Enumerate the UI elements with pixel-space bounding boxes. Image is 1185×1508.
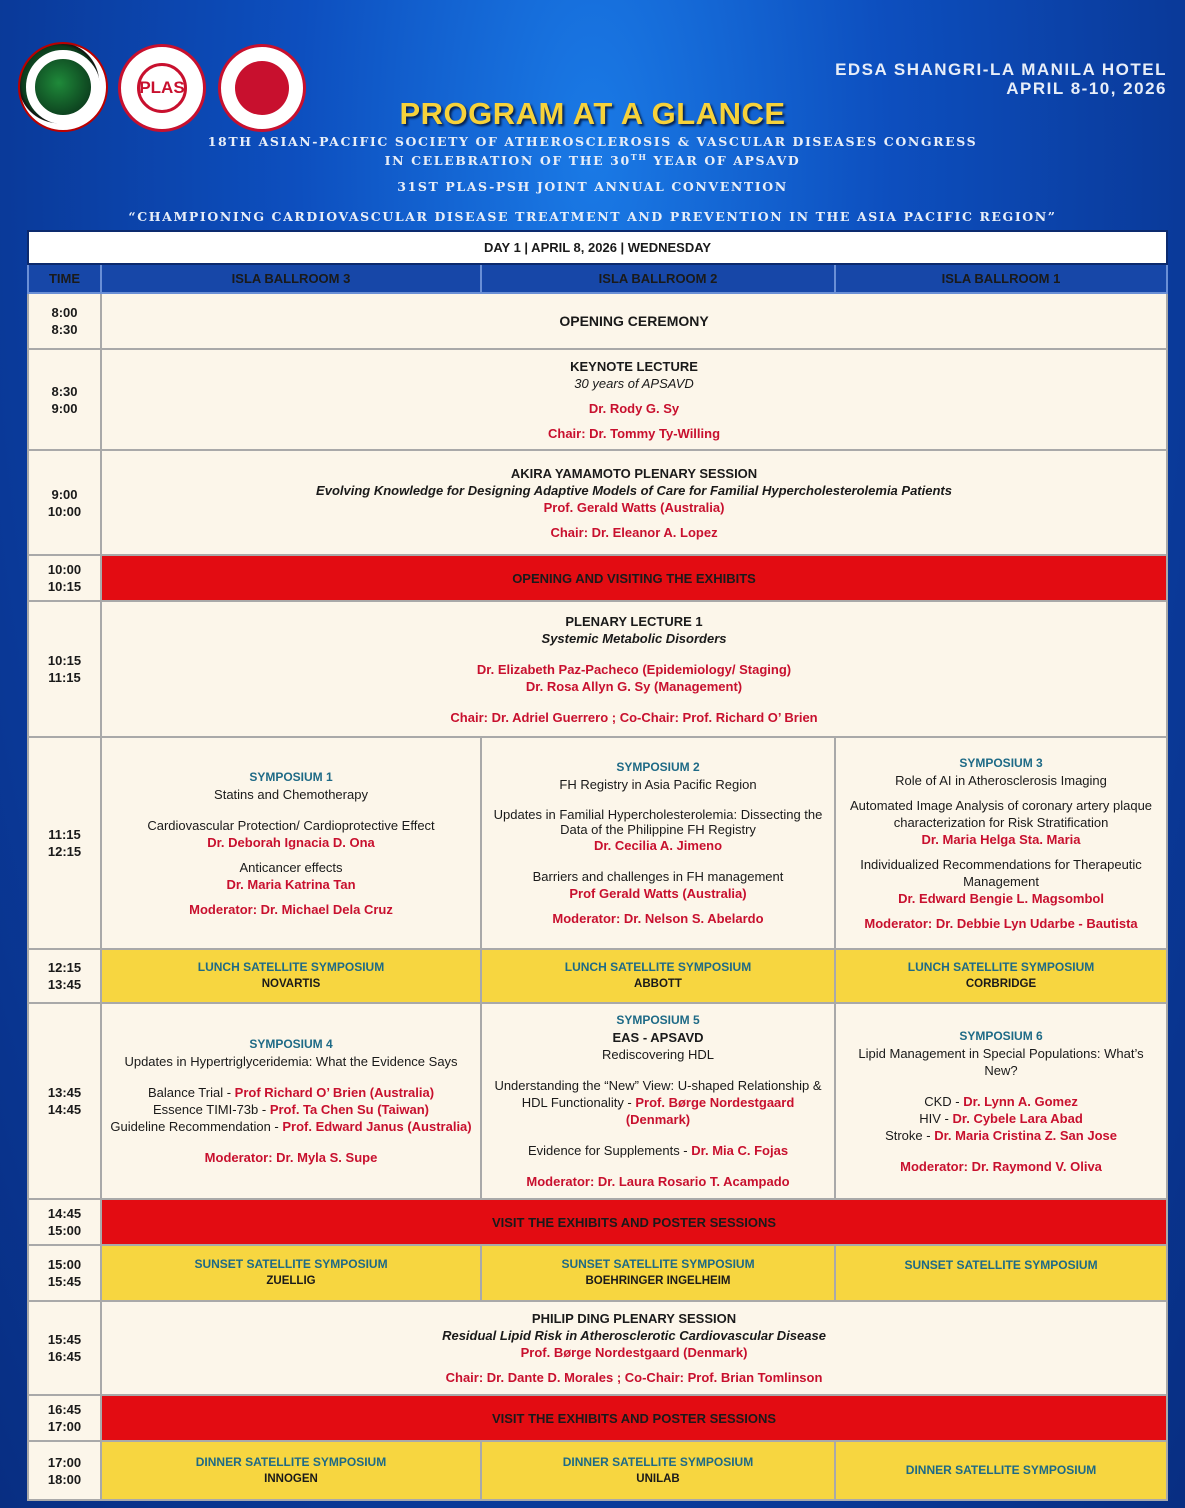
table-row xyxy=(28,1395,1167,1441)
exhibits-poster-break-2: VISIT THE EXHIBITS AND POSTER SESSIONS xyxy=(101,1395,1167,1441)
day-header: DAY 1 | APRIL 8, 2026 | WEDNESDAY xyxy=(28,231,1167,264)
table-row xyxy=(28,450,1167,555)
schedule-table xyxy=(27,230,1168,1501)
lunch-satellite-corbridge: LUNCH SATELLITE SYMPOSIUM CORBRIDGE xyxy=(835,949,1167,1003)
exhibits-break: OPENING AND VISITING THE EXHIBITS xyxy=(101,555,1167,601)
yamamoto-plenary: AKIRA YAMAMOTO PLENARY SESSION Evolving Knowledge for Designing Adaptive Models of Care for Familial Hypercholesterolemia Patients Prof. Gerald Watts (Australia) Chair: Dr. Eleanor A. Lopez xyxy=(101,450,1167,555)
venue-block xyxy=(835,60,1167,98)
symposium-4: SYMPOSIUM 4 Updates in Hypertriglyceridemia: What the Evidence Says Balance Trial - Prof Richard O’ Brien (Australia) Essence TIMI-73b - Prof. Ta Chen Su (Taiwan) Guideline Recommendation - Prof. Edward Janus (Australia) Moderator: Dr. Myla S. Supe xyxy=(101,1003,481,1199)
exhibits-poster-break: VISIT THE EXHIBITS AND POSTER SESSIONS xyxy=(101,1199,1167,1245)
theme-subtitle: “CHAMPIONING CARDIOVASCULAR DISEASE TREATMENT AND PREVENTION IN THE ASIA PACIFIC REGION” xyxy=(128,209,1057,224)
symposium-2: SYMPOSIUM 2 FH Registry in Asia Pacific Region Updates in Familial Hypercholesterolemia: Dissecting the Data of the Philippine FH Registry Dr. Cecilia A. Jimeno Barriers and challenges in FH management Prof Gerald Watts (Australia) Moderator: Dr. Nelson S. Abelardo xyxy=(481,737,835,949)
plas-logo: PLAS xyxy=(118,44,206,132)
col-header-time: TIME xyxy=(28,264,101,293)
table-row xyxy=(28,1199,1167,1245)
col-header-isla-1: ISLA BALLROOM 1 xyxy=(835,264,1167,293)
time-cell: 14:45 15:00 xyxy=(28,1199,101,1245)
keynote-lecture: KEYNOTE LECTURE 30 years of APSAVD Dr. Rody G. Sy Chair: Dr. Tommy Ty-Willing xyxy=(101,349,1167,450)
time-cell: 13:45 14:45 xyxy=(28,1003,101,1199)
time-cell: 12:15 13:45 xyxy=(28,949,101,1003)
congress-subtitle: 18TH ASIAN-PACIFIC SOCIETY OF ATHEROSCLEROSIS & VASCULAR DISEASES CONGRESS xyxy=(207,134,978,149)
dinner-satellite-3: DINNER SATELLITE SYMPOSIUM xyxy=(835,1441,1167,1500)
col-header-isla-2: ISLA BALLROOM 2 xyxy=(481,264,835,293)
time-cell: 10:00 10:15 xyxy=(28,555,101,601)
time-cell: 15:00 15:45 xyxy=(28,1245,101,1301)
time-cell: 15:45 16:45 xyxy=(28,1301,101,1395)
plenary-lecture-1: PLENARY LECTURE 1 Systemic Metabolic Disorders Dr. Elizabeth Paz-Pacheco (Epidemiology/ Staging) Dr. Rosa Allyn G. Sy (Management) Chair: Dr. Adriel Guerrero ; Co-Chair: Prof. Richard O’ Brien xyxy=(101,601,1167,737)
table-row xyxy=(28,293,1167,349)
table-row xyxy=(28,1245,1167,1301)
event-dates: APRIL 8-10, 2026 xyxy=(1006,79,1167,98)
dinner-satellite-unilab: DINNER SATELLITE SYMPOSIUM UNILAB xyxy=(481,1441,835,1500)
table-row xyxy=(28,1441,1167,1500)
time-cell: 16:45 17:00 xyxy=(28,1395,101,1441)
symposium-1: SYMPOSIUM 1 Statins and Chemotherapy Cardiovascular Protection/ Cardioprotective Effect Dr. Deborah Ignacia D. Ona Anticancer effects Dr. Maria Katrina Tan Moderator: Dr. Michael Dela Cruz xyxy=(101,737,481,949)
celebration-subtitle: IN CELEBRATION OF THE 30TH YEAR OF APSAVD xyxy=(384,152,801,169)
table-row xyxy=(28,555,1167,601)
symposium-6: SYMPOSIUM 6 Lipid Management in Special Populations: What’s New? CKD - Dr. Lynn A. Gomez HIV - Dr. Cybele Lara Abad Stroke - Dr. Maria Cristina Z. San Jose Moderator: Dr. Raymond V. Oliva xyxy=(835,1003,1167,1199)
table-row xyxy=(28,349,1167,450)
col-header-isla-3: ISLA BALLROOM 3 xyxy=(101,264,481,293)
philip-ding-plenary: PHILIP DING PLENARY SESSION Residual Lipid Risk in Atherosclerotic Cardiovascular Disease Prof. Børge Nordestgaard (Denmark) Chair: Dr. Dante D. Morales ; Co-Chair: Prof. Brian Tomlinson xyxy=(101,1301,1167,1395)
lunch-satellite-abbott: LUNCH SATELLITE SYMPOSIUM ABBOTT xyxy=(481,949,835,1003)
table-row xyxy=(28,737,1167,949)
venue-name: EDSA SHANGRI-LA MANILA HOTEL xyxy=(835,60,1167,79)
table-row xyxy=(28,1301,1167,1395)
time-cell: 17:00 18:00 xyxy=(28,1441,101,1500)
symposium-3: SYMPOSIUM 3 Role of AI in Atherosclerosis Imaging Automated Image Analysis of coronary artery plaque characterization for Risk Stratification Dr. Maria Helga Sta. Maria Individualized Recommendations for Therapeutic Management Dr. Edward Bengie L. Magsombol Moderator: Dr. Debbie Lyn Udarbe - Bautista xyxy=(835,737,1167,949)
time-cell: 8:00 8:30 xyxy=(28,293,101,349)
opening-ceremony: OPENING CEREMONY xyxy=(101,293,1167,349)
convention-subtitle: 31ST PLAS-PSH JOINT ANNUAL CONVENTION xyxy=(397,179,788,194)
table-row xyxy=(28,601,1167,737)
time-cell: 11:15 12:15 xyxy=(28,737,101,949)
table-row xyxy=(28,949,1167,1003)
sunset-satellite-boehringer: SUNSET SATELLITE SYMPOSIUM BOEHRINGER INGELHEIM xyxy=(481,1245,835,1301)
lunch-satellite-novartis: LUNCH SATELLITE SYMPOSIUM NOVARTIS xyxy=(101,949,481,1003)
sunset-satellite-zuellig: SUNSET SATELLITE SYMPOSIUM ZUELLIG xyxy=(101,1245,481,1301)
time-cell: 9:00 10:00 xyxy=(28,450,101,555)
dinner-satellite-innogen: DINNER SATELLITE SYMPOSIUM INNOGEN xyxy=(101,1441,481,1500)
time-cell: 8:30 9:00 xyxy=(28,349,101,450)
sunset-satellite-3: SUNSET SATELLITE SYMPOSIUM xyxy=(835,1245,1167,1301)
time-cell: 10:15 11:15 xyxy=(28,601,101,737)
symposium-5: SYMPOSIUM 5 EAS - APSAVD Rediscovering HDL Understanding the “New” View: U-shaped Relationship & HDL Functionality - Prof. Børge Nordestgaard (Denmark) Evidence for Supplements - Dr. Mia C. Fojas Moderator: Dr. Laura Rosario T. Acampado xyxy=(481,1003,835,1199)
page-title: PROGRAM AT A GLANCE xyxy=(399,96,786,131)
table-row xyxy=(28,1003,1167,1199)
